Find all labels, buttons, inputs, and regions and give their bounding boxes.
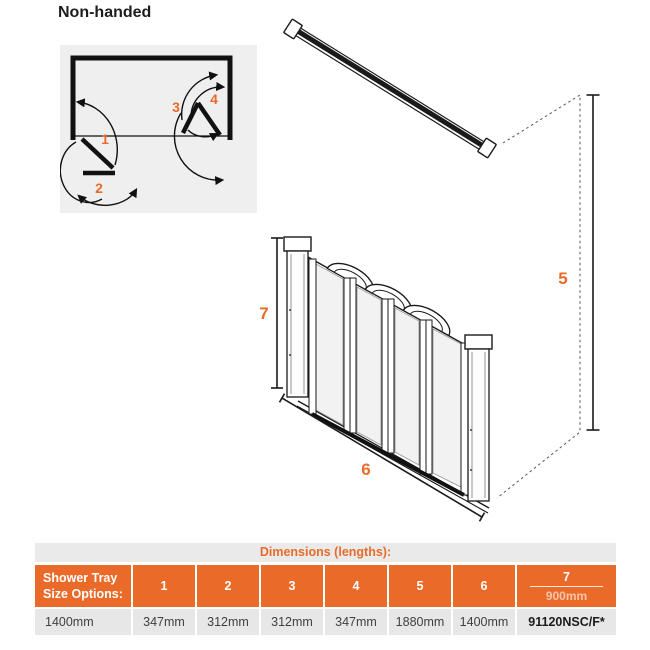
dimensions-table (35, 543, 616, 635)
rod-wall-bracket-left (284, 19, 303, 39)
plan-label-door2: 2 (95, 180, 103, 196)
plan-label-door1: 1 (101, 131, 109, 147)
row-header: Shower Tray Size Options: (35, 565, 131, 607)
iso-label-6: 6 (361, 460, 371, 479)
col-header-3: 3 (261, 565, 323, 607)
col-header-7 (517, 565, 616, 607)
value-4: 347mm (325, 609, 387, 635)
folding-screen (284, 237, 492, 513)
col-header-6: 6 (453, 565, 515, 607)
tray-size-value: 1400mm (35, 609, 131, 635)
value-6: 1400mm (453, 609, 515, 635)
plan-background (60, 45, 257, 213)
col7-sub-value: 900mm (545, 588, 588, 603)
col-header-5: 5 (389, 565, 451, 607)
support-rod (284, 19, 497, 158)
isometric-drawing (250, 10, 630, 540)
plan-label-door4: 4 (210, 91, 218, 107)
col-header-1: 1 (133, 565, 195, 607)
col-header-4: 4 (325, 565, 387, 607)
rod-wall-bracket-right (478, 138, 497, 158)
table-header-row (35, 565, 616, 607)
plan-label-door3: 3 (172, 99, 180, 115)
col7-label: 7 (563, 569, 570, 584)
dimension-screen-height (271, 238, 283, 388)
plan-view-diagram (60, 45, 257, 213)
table-title: Dimensions (lengths): (35, 543, 616, 562)
col-header-2: 2 (197, 565, 259, 607)
iso-label-5: 5 (558, 269, 568, 288)
iso-label-7: 7 (259, 304, 269, 323)
product-code: 91120NSC/F* (517, 609, 616, 635)
right-wall-post (465, 335, 492, 501)
value-3: 312mm (261, 609, 323, 635)
dimension-wall-height (497, 95, 600, 498)
page-title: Non-handed (58, 4, 152, 21)
value-2: 312mm (197, 609, 259, 635)
value-5: 1880mm (389, 609, 451, 635)
table-data-row (35, 609, 616, 635)
left-wall-post (284, 237, 311, 397)
col7-divider (530, 586, 603, 587)
value-1: 347mm (133, 609, 195, 635)
